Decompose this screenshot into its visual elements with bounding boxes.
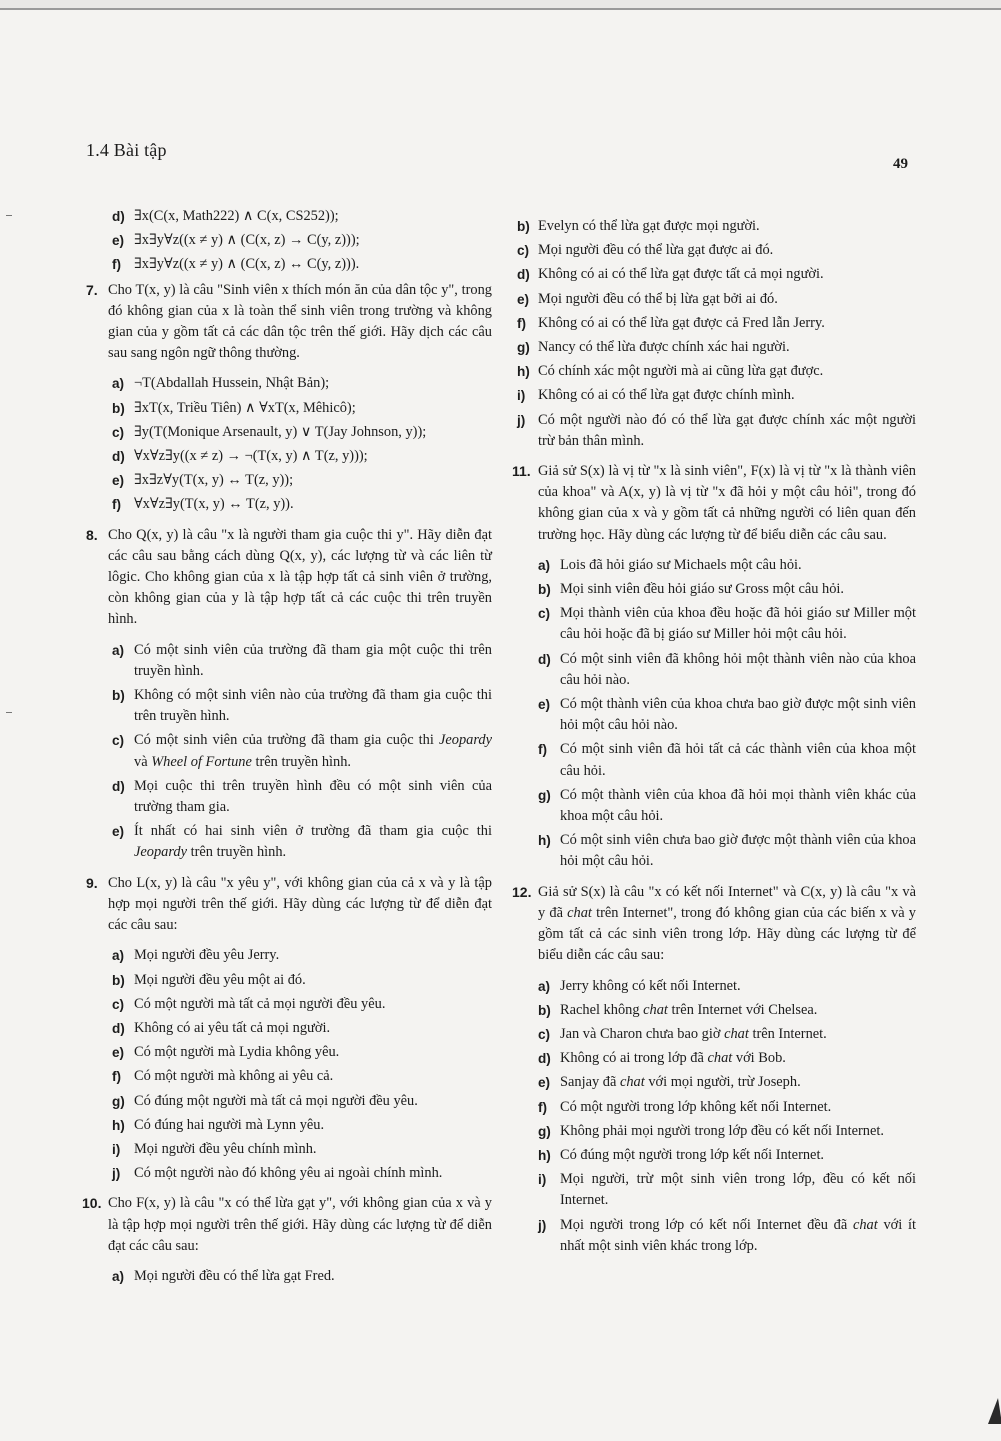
list-item: a) Có một sinh viên của trường đã tham gia một cuộc thi trên truyền hình. bbox=[112, 641, 492, 679]
list-item: h) Có một sinh viên chưa bao giờ được một thành viên của khoa hỏi một câu hỏi. bbox=[538, 832, 916, 870]
list-item: e) Mọi người đều có thể bị lừa gạt bởi ai đó. bbox=[517, 290, 778, 307]
margin-mark bbox=[6, 215, 12, 216]
list-item: d) Không có ai yêu tất cả mọi người. bbox=[112, 1019, 331, 1036]
list-item: j) Có một người nào đó không yêu ai ngoài chính mình. bbox=[112, 1165, 443, 1182]
list-item: a) Mọi người đều yêu Jerry. bbox=[112, 947, 280, 964]
list-item: a) Mọi người đều có thể lừa gạt Fred. bbox=[112, 1267, 335, 1284]
exercise-12 bbox=[512, 882, 916, 967]
corner-mark bbox=[988, 1398, 1001, 1424]
list-item: d) ∃x(C(x, Math222) ∧ C(x, CS252)); bbox=[112, 208, 339, 224]
list-item: d) Có một sinh viên đã không hỏi một thành viên nào của khoa câu hỏi nào. bbox=[538, 650, 916, 688]
list-item: b) Rachel không chat trên Internet với Chelsea. bbox=[538, 1001, 818, 1018]
list-item: f) ∀x∀z∃y(T(x, y) ↔ T(z, y)). bbox=[112, 496, 294, 513]
exercise-prompt: Cho L(x, y) là câu "x yêu y", với không gian của cả x và y là tập hợp mọi người trên thế giới. Hãy dùng các lượng từ để diễn đạt các câu sau: bbox=[108, 874, 492, 934]
exercise-prompt: Giả sử S(x) là câu "x có kết nối Internet" và C(x, y) là câu "x và y đã chat trên Internet", trong đó không gian của các biến x và y gồm tất cả các sinh viên trong lớp. Hãy dùng các lượng từ để biểu diễn các câu sau: bbox=[538, 883, 916, 964]
list-item: g) Có một thành viên của khoa đã hỏi mọi thành viên khác của khoa một câu hỏi. bbox=[538, 786, 916, 825]
exercise-11 bbox=[512, 461, 916, 546]
page-number: 49 bbox=[893, 156, 908, 172]
list-item: c) Mọi thành viên của khoa đều hoặc đã hỏi giáo sư Miller một câu hỏi hoặc đã bị giáo sư Miller hỏi một câu hỏi. bbox=[538, 605, 916, 643]
list-item: f) Có một người trong lớp không kết nối Internet. bbox=[538, 1098, 832, 1115]
list-item: i) Mọi người, trừ một sinh viên trong lớp, đều có kết nối Internet. bbox=[538, 1171, 916, 1209]
list-item: i) Không có ai có thể lừa gạt được chính mình. bbox=[517, 387, 795, 404]
right-column bbox=[512, 214, 916, 1260]
list-item: b) Evelyn có thể lừa gạt được mọi người. bbox=[517, 218, 760, 234]
exercise-number: 11. bbox=[512, 463, 531, 480]
exercise-number: 10. bbox=[82, 1195, 102, 1212]
exercise-prompt: Cho Q(x, y) là câu "x là người tham gia cuộc thi y". Hãy diễn đạt các câu sau bằng cách dùng Q(x, y), các lượng từ và các liên từ lôgic. Cho không gian của x là tập hợp tất cả sinh viên ở trường, còn không gian của y là tập hợp tất cả các cuộc thi trên truyền hình. bbox=[108, 526, 492, 628]
list-item: d) Không có ai có thể lừa gạt được tất cả mọi người. bbox=[517, 266, 824, 283]
list-item: e) Sanjay đã chat với mọi người, trừ Joseph. bbox=[538, 1074, 801, 1091]
exercise-7 bbox=[86, 280, 492, 365]
list-item: e) Có một thành viên của khoa chưa bao giờ được một sinh viên hỏi một câu hỏi nào. bbox=[538, 696, 916, 734]
exercise-8 bbox=[86, 525, 492, 631]
exercise-prompt: Giả sử S(x) là vị từ "x là sinh viên", F(x) là vị từ "x là thành viên của khoa" và A(x, y) là vị từ "x đã hỏi y một câu hỏi", trong đó không gian của x và y gồm tất cả những người có liên quan đến trường học. Hãy dùng các lượng từ để biểu diễn các câu sau. bbox=[538, 463, 916, 543]
list-item: j) Mọi người trong lớp có kết nối Internet đều đã chat với ít nhất một sinh viên khác trong lớp. bbox=[538, 1216, 916, 1254]
exercise-prompt: Cho T(x, y) là câu "Sinh viên x thích món ăn của dân tộc y", trong đó không gian của x là toàn thể sinh viên trong trường và không gian của y gồm tất cả các dân tộc trên thế giới. Hãy dịch các câu sau sang ngôn ngữ thông thường. bbox=[108, 281, 492, 362]
list-item: h) Có đúng hai người mà Lynn yêu. bbox=[112, 1116, 325, 1133]
list-item: h) Có đúng một người trong lớp kết nối Internet. bbox=[538, 1146, 825, 1163]
list-item: a) Jerry không có kết nối Internet. bbox=[538, 977, 741, 994]
list-item: g) Nancy có thể lừa được chính xác hai người. bbox=[517, 339, 790, 356]
list-item: e) ∃x∃y∀z((x ≠ y) ∧ (C(x, z) → C(y, z))); bbox=[112, 232, 360, 249]
left-column bbox=[82, 204, 492, 1290]
exercise-10 bbox=[82, 1193, 492, 1257]
list-item: b) ∃xT(x, Triều Tiên) ∧ ∀xT(x, Mêhicô); bbox=[112, 399, 356, 416]
exercise-9 bbox=[86, 873, 492, 937]
list-item: a) ¬T(Abdallah Hussein, Nhật Bản); bbox=[112, 375, 330, 392]
list-item: f) Có một sinh viên đã hỏi tất cả các thành viên của khoa một câu hỏi. bbox=[538, 741, 916, 779]
list-item: i) Mọi người đều yêu chính mình. bbox=[112, 1140, 317, 1157]
list-item: d) Không có ai trong lớp đã chat với Bob. bbox=[538, 1050, 786, 1067]
list-item: d) ∀x∀z∃y((x ≠ z) → ¬(T(x, y) ∧ T(z, y))); bbox=[112, 448, 368, 465]
exercise-number: 8. bbox=[86, 526, 98, 543]
exercise-number: 12. bbox=[512, 883, 532, 900]
list-item: f) Có một người mà không ai yêu cả. bbox=[112, 1068, 334, 1085]
list-item: d) Mọi cuộc thi trên truyền hình đều có một sinh viên của trường tham gia. bbox=[112, 777, 492, 816]
list-item: j) Có một người nào đó có thể lừa gạt được chính xác một người trừ bản thân mình. bbox=[517, 411, 916, 449]
list-item: c) Có một sinh viên của trường đã tham gia cuộc thi Jeopardy và Wheel of Fortune trên truyền hình. bbox=[112, 732, 492, 770]
list-item: c) Có một người mà tất cả mọi người đều yêu. bbox=[112, 995, 386, 1012]
list-item: b) Không có một sinh viên nào của trường đã tham gia cuộc thi trên truyền hình. bbox=[112, 687, 492, 725]
list-item: b) Mọi sinh viên đều hỏi giáo sư Gross một câu hỏi. bbox=[538, 581, 844, 598]
list-item: f) ∃x∃y∀z((x ≠ y) ∧ (C(x, z) ↔ C(y, z))). bbox=[112, 256, 360, 273]
exercise-number: 7. bbox=[86, 281, 98, 298]
running-header: 1.4 Bài tập bbox=[86, 140, 167, 160]
exercise-6-tail bbox=[86, 206, 492, 276]
list-item: g) Có đúng một người mà tất cả mọi người đều yêu. bbox=[112, 1092, 418, 1109]
list-item: h) Có chính xác một người mà ai cũng lừa gạt được. bbox=[517, 363, 824, 380]
list-item: e) ∃x∃z∀y(T(x, y) ↔ T(z, y)); bbox=[112, 472, 294, 489]
top-edge bbox=[0, 0, 1001, 10]
list-item: c) Jan và Charon chưa bao giờ chat trên Internet. bbox=[538, 1025, 827, 1042]
list-item: c) ∃y(T(Monique Arsenault, y) ∨ T(Jay Johnson, y)); bbox=[112, 423, 427, 440]
list-item: f) Không có ai có thể lừa gạt được cả Fred lẫn Jerry. bbox=[517, 314, 825, 331]
exercise-10-tail bbox=[512, 216, 916, 452]
exercise-prompt: Cho F(x, y) là câu "x có thể lừa gạt y", với không gian của x và y là tập hợp mọi người trên thế giới. Hãy dùng các lượng từ để diễn đạt các câu sau: bbox=[108, 1195, 492, 1254]
margin-mark bbox=[6, 712, 12, 713]
list-item: e) Có một người mà Lydia không yêu. bbox=[112, 1044, 340, 1061]
list-item: c) Mọi người đều có thể lừa gạt được ai đó. bbox=[517, 242, 774, 259]
list-item: e) Ít nhất có hai sinh viên ở trường đã tham gia cuộc thi Jeopardy trên truyền hình. bbox=[112, 823, 492, 861]
exercise-number: 9. bbox=[86, 874, 98, 891]
list-item: b) Mọi người đều yêu một ai đó. bbox=[112, 971, 306, 988]
list-item: g) Không phải mọi người trong lớp đều có kết nối Internet. bbox=[538, 1122, 884, 1139]
list-item: a) Lois đã hỏi giáo sư Michaels một câu hỏi. bbox=[538, 556, 802, 573]
